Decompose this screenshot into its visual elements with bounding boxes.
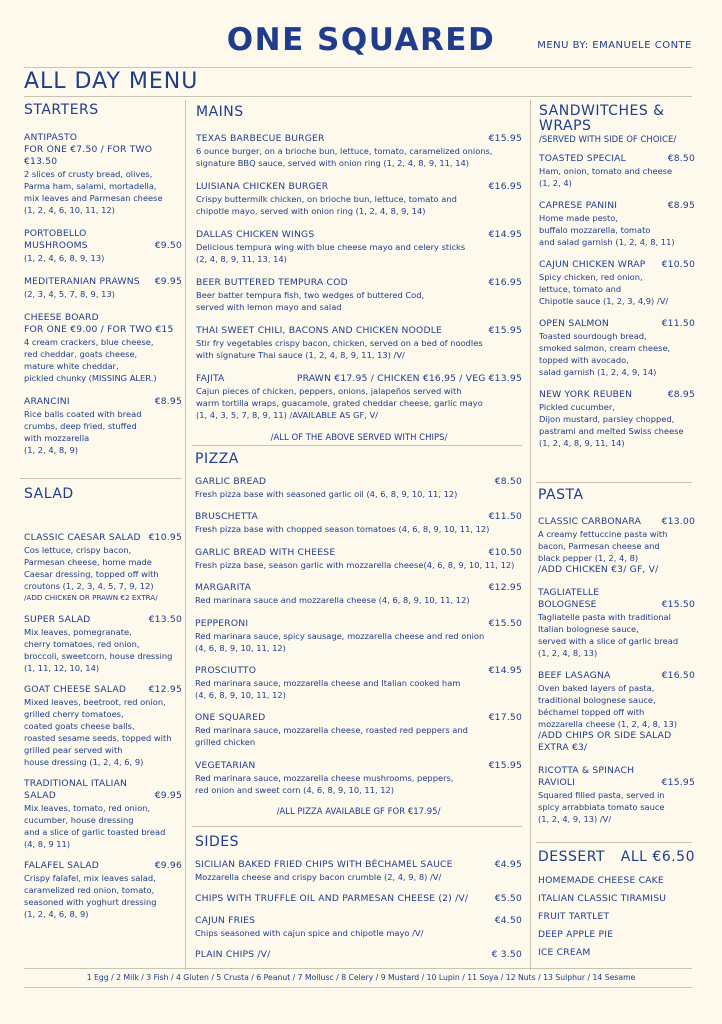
menu-item-description: topped with avocado, <box>539 355 629 365</box>
menu-item-description: bacon, Parmesan cheese and <box>538 541 660 551</box>
menu-item-name: PEPPERONI <box>195 617 249 629</box>
menu-item-description: served with lemon mayo and salad <box>196 302 342 312</box>
menu-item-description: Fresh pizza base, season garlic with mozzarella cheese(4, 6, 8, 9, 10, 11, 12) <box>195 559 515 570</box>
menu-item-price: €16.95 <box>488 277 522 288</box>
menu-item-note: /ADD CHICKEN €3/ GF, V/ <box>538 564 659 575</box>
menu-item <box>538 670 695 754</box>
menu-item-price: € 3.50 <box>491 949 522 960</box>
divider <box>192 826 522 827</box>
menu-item-name: BEEF LASAGNA <box>538 670 611 681</box>
menu-item-description: croutons (1, 2, 3, 4, 5, 7, 9, 12) <box>24 581 154 591</box>
menu-item-description: Dijon mustard, parsley chopped, <box>539 414 675 424</box>
menu-item-name: RICOTTA & SPINACH <box>538 765 635 776</box>
menu-item-name: PLAIN CHIPS /V/ <box>195 949 271 960</box>
menu-item-price: €12.95 <box>148 684 182 695</box>
menu-item-name: CAJUN CHICKEN WRAP <box>539 259 646 270</box>
menu-item-description: Red marinara sauce, mozzarella cheese, roasted red peppers and <box>195 725 468 736</box>
menu-item-price: €9.50 <box>154 240 182 251</box>
menu-item-price: €8.50 <box>494 476 522 487</box>
menu-item-price: €15.50 <box>488 617 522 629</box>
menu-item-description: with signature Thai sauce (1, 2, 4, 8, 9, 11, 13) /V/ <box>196 350 405 360</box>
menu-item-name: NEW YORK REUBEN <box>539 389 633 400</box>
menu-item-description: 2 slices of crusty bread, olives, <box>24 169 153 179</box>
menu-item-description: Pickled cucumber, <box>539 402 615 412</box>
menu-item-description: pastrami and melted Swiss cheese <box>539 426 684 436</box>
menu-item-description: caramelized red onion, tomato, <box>24 885 155 895</box>
menu-item-description: Fresh pizza base with chopped season tomatoes (4, 6, 8, 9, 10, 11, 12) <box>195 524 490 535</box>
menu-item-name: VEGETARIAN <box>195 759 256 771</box>
menu-item-price: €15.95 <box>661 777 695 788</box>
menu-item-price: €16.95 <box>488 181 522 192</box>
divider <box>192 445 522 446</box>
menu-item-description: smoked salmon, cream cheese, <box>539 343 671 353</box>
menu-item-header <box>539 153 695 165</box>
menu-item-description: and salad garnish (1, 2, 4, 8, 11) <box>539 237 675 247</box>
menu-item-description: chipotle mayo, served with onion ring (1, 2, 4, 8, 9, 14) <box>196 206 426 216</box>
menu-item-name: LUISIANA CHICKEN BURGER <box>196 181 329 192</box>
menu-item <box>24 532 182 604</box>
pasta-section <box>538 487 695 836</box>
menu-item-description: pickled chunky (MISSING ALER.) <box>24 373 157 383</box>
menu-item-header <box>539 259 695 271</box>
menu-item-header <box>24 790 182 802</box>
menu-item <box>539 200 695 248</box>
menu-item-header <box>24 532 182 544</box>
menu-item-name: OPEN SALMON <box>539 318 610 329</box>
menu-item <box>24 860 182 920</box>
menu-item-name: CAPRESE PANINI <box>539 200 618 211</box>
menu-item-price: €12.95 <box>488 582 522 594</box>
menu-item-price: €10.95 <box>148 532 182 543</box>
menu-byline: MENU BY: EMANUELE CONTE <box>537 40 692 51</box>
menu-item <box>196 229 522 265</box>
sandwiches-heading-line2: WRAPS <box>539 118 592 134</box>
menu-item-description: (1, 2, 4, 6, 8, 9, 13) <box>24 253 105 263</box>
menu-item-description: lettuce, tomato and <box>539 284 622 294</box>
menu-item-name: TRADITIONAL ITALIAN <box>24 778 128 789</box>
menu-item-description: (1, 2, 4, 8, 9, 11, 14) <box>539 438 625 448</box>
menu-item-description: spicy arrabbiata tomato sauce <box>538 802 665 812</box>
divider <box>24 96 692 97</box>
menu-item-header <box>539 389 695 401</box>
dessert-item: ICE CREAM <box>538 947 591 958</box>
menu-item <box>195 712 522 748</box>
menu-item-description: warm tortilla wraps, guacamole, grated cheddar cheese, garlic mayo <box>196 398 483 408</box>
menu-item-price: €8.95 <box>154 396 182 407</box>
menu-item <box>538 516 695 576</box>
menu-item-header <box>538 599 695 611</box>
menu-item-description: Oven baked layers of pasta, <box>538 683 655 693</box>
menu-item <box>196 181 522 217</box>
divider <box>20 478 182 479</box>
menu-item-header <box>538 587 695 599</box>
salad-heading: SALAD <box>24 486 74 502</box>
menu-item-price: €8.95 <box>667 389 695 400</box>
menu-item-description: (1, 4, 3, 5, 7, 8, 9, 11) /AVAILABLE AS GF, V/ <box>196 410 378 420</box>
menu-item-header <box>538 670 695 682</box>
dessert-item: FRUIT TARTLET <box>538 911 610 922</box>
menu-item-description: (1, 2, 4, 6, 10, 11, 12) <box>24 205 115 215</box>
menu-item-description: traditional bolognese sauce, <box>538 695 656 705</box>
menu-item-description: black pepper (1, 2, 4, 8) <box>538 553 639 563</box>
menu-item-description: (1, 2, 4, 8, 9) <box>24 445 78 455</box>
menu-item-name: FAJITA <box>196 373 225 384</box>
menu-item-price: €8.95 <box>667 200 695 211</box>
dessert-item: HOMEMADE CHEESE CAKE <box>538 875 664 886</box>
menu-item-description: Italian bolognese sauce, <box>538 624 639 634</box>
menu-item-description: (1, 11, 12, 10, 14) <box>24 663 100 673</box>
menu-item-description: Cos lettuce, crispy bacon, <box>24 545 132 555</box>
menu-item-name: DALLAS CHICKEN WINGS <box>196 229 315 240</box>
menu-item-header <box>196 181 522 193</box>
menu-item-header <box>24 778 182 790</box>
menu-item-header <box>24 614 182 626</box>
menu-item <box>195 618 522 654</box>
dessert-header <box>538 849 695 865</box>
pizza-footer: /ALL PIZZA AVAILABLE GF FOR €17.95/ <box>276 807 441 818</box>
divider <box>536 482 692 483</box>
menu-item-price: €15.50 <box>661 599 695 610</box>
menu-item-name: CAJUN FRIES <box>195 915 256 926</box>
menu-item-description: (1, 2, 4, 9, 13) /V/ <box>538 814 612 824</box>
menu-item-price: €17.50 <box>488 712 522 724</box>
menu-item-description: Chipotle sauce (1, 2, 3, 4,9) /V/ <box>539 296 669 306</box>
menu-item-description: signature BBQ sauce, served with onion ring (1, 2, 4, 8, 9, 11, 14) <box>196 158 469 168</box>
dessert-item: ITALIAN CLASSIC TIRAMISU <box>538 893 667 904</box>
menu-item-description: crumbs, deep fried, stuffed <box>24 421 137 431</box>
menu-item-description: house dressing (1, 2, 4, 6, 9) <box>24 757 144 767</box>
menu-item-header <box>195 511 522 523</box>
menu-item-description: (4, 8, 9 11) <box>24 839 71 849</box>
menu-item-header <box>195 760 522 772</box>
menu-item-description: mozzarella cheese (1, 2, 4, 8, 13) <box>538 719 677 729</box>
menu-item-header <box>195 547 522 559</box>
menu-item-price: €11.50 <box>661 318 695 329</box>
menu-item-price: €14.95 <box>488 664 522 676</box>
menu-item-description: Red marinara sauce, mozzarella cheese and Italian cooked ham <box>195 677 461 688</box>
menu-item-description: Mixed leaves, beetroot, red onion, <box>24 697 166 707</box>
menu-item-name: MEDITERANIAN PRAWNS <box>24 276 140 287</box>
menu-item-description: Ham, onion, tomato and cheese <box>539 166 673 176</box>
menu-item-name: PROSCIUTTO <box>195 664 257 676</box>
menu-item-note: EXTRA €3/ <box>538 742 588 753</box>
menu-item <box>539 318 695 378</box>
menu-item-description: Red marinara sauce and mozzarella cheese (4, 6, 8, 9, 10, 11, 12) <box>195 595 470 606</box>
menu-item-header <box>195 915 522 927</box>
menu-item-price: €9.96 <box>154 860 182 871</box>
menu-item <box>195 893 522 905</box>
menu-item-name-line2: SALAD <box>24 790 56 801</box>
menu-item <box>24 312 182 384</box>
salad-section <box>24 486 182 930</box>
menu-item-description: Crispy falafel, mix leaves salad, <box>24 873 156 883</box>
menu-item-price: €10.50 <box>661 259 695 270</box>
menu-item-description: Delicious tempura wing with blue cheese mayo and celery sticks <box>196 242 466 252</box>
menu-item-header <box>195 476 522 488</box>
menu-item-header <box>195 893 522 905</box>
menu-item <box>196 373 522 421</box>
menu-item-price: €10.50 <box>488 546 522 558</box>
menu-item-name: ONE SQUARED <box>195 712 266 724</box>
menu-title: ONE SQUARED <box>226 22 496 58</box>
column-divider <box>530 100 531 970</box>
menu-item-price: €5.50 <box>494 893 522 904</box>
menu-item-header <box>24 132 182 144</box>
divider <box>24 987 692 988</box>
menu-item-description: mix leaves and Parmesan cheese <box>24 193 163 203</box>
menu-item-description: grilled cherry tomatoes, <box>24 709 124 719</box>
menu-item-name: GOAT CHEESE SALAD <box>24 684 127 695</box>
menu-item-name: MARGARITA <box>195 582 252 594</box>
menu-item-description: and a slice of garlic toasted bread <box>24 827 166 837</box>
menu-item-description: Rice balls coated with bread <box>24 409 142 419</box>
menu-item-name: CHEESE BOARD <box>24 312 99 323</box>
menu-item-name: CLASSIC CARBONARA <box>538 516 642 527</box>
menu-item <box>195 760 522 796</box>
menu-item-header <box>196 373 522 385</box>
menu-item <box>195 582 522 606</box>
menu-item-price: €9.95 <box>154 790 182 801</box>
menu-item-description: Red marinara sauce, spicy sausage, mozzarella cheese and red onion <box>195 630 485 641</box>
mains-footer: /ALL OF THE ABOVE SERVED WITH CHIPS/ <box>270 433 448 443</box>
mains-section <box>196 104 522 443</box>
divider <box>536 842 692 843</box>
menu-item-note: /ADD CHIPS OR SIDE SALAD <box>538 730 672 741</box>
pasta-heading: PASTA <box>538 487 584 503</box>
menu-item-header <box>539 318 695 330</box>
menu-item <box>24 276 182 300</box>
menu-item-description: Squared filled pasta, served in <box>538 790 665 800</box>
menu-item-name: CLASSIC CAESAR SALAD <box>24 532 141 543</box>
menu-item-description: red onion and sweet corn (4, 6, 8, 9, 10, 11, 12) <box>195 784 395 795</box>
menu-item-header <box>24 396 182 408</box>
sandwiches-section <box>539 104 695 460</box>
menu-item-description: cherry tomatoes, red onion, <box>24 639 140 649</box>
menu-item <box>24 228 182 264</box>
menu-item-price: €15.95 <box>488 759 522 771</box>
menu-item-description: Home made pesto, <box>539 213 618 223</box>
menu-item-header <box>24 860 182 872</box>
menu-item-name: GARLIC BREAD <box>195 476 267 487</box>
menu-item-description: Fresh pizza base with seasoned garlic oil (4, 6, 8, 9, 10, 11, 12) <box>195 489 458 499</box>
menu-item-description: red cheddar, goats cheese, <box>24 349 138 359</box>
menu-item-description: Spicy chicken, red onion, <box>539 272 643 282</box>
sides-heading: SIDES <box>195 834 240 850</box>
menu-item-header <box>24 240 182 252</box>
menu-item-description: A creamy fettuccine pasta with <box>538 529 668 539</box>
menu-item-description: coated goats cheese balls, <box>24 721 135 731</box>
menu-item-description: (1, 2, 4) <box>539 178 572 188</box>
menu-item-description: Tagliatelle pasta with traditional <box>538 612 671 622</box>
menu-item-description: (4, 6, 8, 9, 10, 11, 12) <box>195 642 286 653</box>
menu-item-price: €11.50 <box>488 511 522 523</box>
menu-item-description: with mozzarella <box>24 433 90 443</box>
menu-item-description: (2, 3, 4, 5, 7, 8, 9, 13) <box>24 289 115 299</box>
menu-item-header <box>539 200 695 212</box>
sandwiches-heading: SANDWITCHES & <box>539 103 665 119</box>
menu-item-header <box>195 618 522 630</box>
menu-item-price: €13.50 <box>148 614 182 625</box>
menu-item-name: SUPER SALAD <box>24 614 91 625</box>
menu-item-description: Red marinara sauce, mozzarella cheese mushrooms, peppers, <box>195 772 454 783</box>
menu-item <box>195 547 522 571</box>
menu-item <box>195 665 522 701</box>
menu-item-description: (2, 4, 8, 9, 11, 13, 14) <box>196 254 287 264</box>
menu-item-header <box>196 229 522 241</box>
menu-item-description: Mozzarella cheese and crispy bacon crumble (2, 4, 9, 8) /V/ <box>195 872 442 882</box>
menu-item-description: grilled chicken <box>195 737 256 748</box>
menu-item-note: /ADD CHICKEN OR PRAWN €2 EXTRA/ <box>24 593 158 602</box>
menu-item-name: BEER BUTTERED TEMPURA COD <box>196 277 348 288</box>
menu-item-header <box>538 516 695 528</box>
menu-item-description: broccoli, sweetcorn, house dressing <box>24 651 173 661</box>
menu-item-header <box>24 276 182 288</box>
menu-item <box>196 277 522 313</box>
pizza-heading: PIZZA <box>195 451 239 467</box>
menu-item-name: ANTIPASTO <box>24 132 78 143</box>
menu-item-description: 4 cream crackers, blue cheese, <box>24 337 154 347</box>
mains-heading: MAINS <box>196 104 244 120</box>
menu-item-name: TAGLIATELLE <box>538 587 600 598</box>
menu-item-name: TOASTED SPECIAL <box>539 153 626 164</box>
menu-item-description: Crispy buttermilk chicken, on brioche bun, lettuce, tomato and <box>196 194 457 204</box>
menu-item-description: Beer batter tempura fish, two wedges of buttered Cod, <box>196 290 425 300</box>
menu-item-name: PORTOBELLO <box>24 228 87 239</box>
menu-item-description: Mix leaves, pomegranate, <box>24 627 132 637</box>
menu-item <box>538 587 695 659</box>
menu-item-description: Caesar dressing, topped off with <box>24 569 159 579</box>
menu-item-description: Toasted sourdough bread, <box>539 331 647 341</box>
menu-item-header <box>24 228 182 240</box>
menu-item-price: €4.50 <box>494 915 522 926</box>
divider <box>24 67 692 68</box>
menu-item-price-line: FOR ONE €7.50 / FOR TWO €13.50 <box>24 144 153 167</box>
menu-item-price: €14.95 <box>488 229 522 240</box>
menu-item-description: Stir fry vegetables crispy bacon, chicken, served on a bed of noodles <box>196 338 483 348</box>
menu-item-name-line2: BOLOGNESE <box>538 599 597 610</box>
menu-item-name: CHIPS WITH TRUFFLE OIL AND PARMESAN CHEESE (2) /V/ <box>195 893 469 904</box>
menu-item-name-line2: RAVIOLI <box>538 777 576 788</box>
pizza-section <box>195 451 522 817</box>
menu-item-name: BRUSCHETTA <box>195 511 259 523</box>
menu-item-name: SICILIAN BAKED FRIED CHIPS WITH BÉCHAMEL SAUCE <box>195 859 453 870</box>
dessert-price: ALL €6.50 <box>620 849 695 865</box>
column-divider <box>185 100 186 970</box>
menu-item <box>24 778 182 850</box>
menu-item <box>539 389 695 449</box>
menu-item-description: cucumber, house dressing <box>24 815 134 825</box>
menu-item-description: Chips seasoned with cajun spice and chipotle mayo /V/ <box>195 928 424 938</box>
dessert-section <box>538 849 695 965</box>
menu-item <box>195 949 522 961</box>
starters-heading: STARTERS <box>24 102 99 118</box>
menu-item-header <box>196 133 522 145</box>
menu-item-description: served with a slice of garlic bread <box>538 636 679 646</box>
menu-item-price: €8.50 <box>667 153 695 164</box>
menu-item-header <box>538 765 695 777</box>
sides-section <box>195 834 522 971</box>
menu-item <box>195 859 522 883</box>
menu-item-description: (4, 6, 8, 9, 10, 11, 12) <box>195 689 286 700</box>
menu-item-description: 6 ounce burger, on a brioche bun, lettuce, tomato, caramelized onions, <box>196 146 493 156</box>
menu-item-description: Mix leaves, tomato, red onion, <box>24 803 151 813</box>
menu-item-price: €15.95 <box>488 133 522 144</box>
menu-item-description: salad garnish (1, 2, 4, 9, 14) <box>539 367 657 377</box>
menu-item <box>538 765 695 825</box>
menu-item-description: seasoned with yoghurt dressing <box>24 897 157 907</box>
menu-item-description: béchamel topped off with <box>538 707 645 717</box>
starters-section <box>24 102 182 468</box>
menu-item-description: (1, 2, 4, 6, 8, 9) <box>24 909 89 919</box>
menu-item-price: €4.95 <box>494 859 522 870</box>
menu-item <box>24 684 182 768</box>
menu-item <box>539 259 695 307</box>
menu-item-header <box>196 277 522 289</box>
menu-item-name: THAI SWEET CHILI, BACONS AND CHICKEN NOODLE <box>196 325 443 336</box>
menu-item-header <box>195 582 522 594</box>
menu-item-header <box>195 712 522 724</box>
menu-item-price: €16.50 <box>661 670 695 681</box>
menu-item <box>24 396 182 456</box>
menu-item-description: Parmesan cheese, home made <box>24 557 152 567</box>
menu-item-header <box>538 777 695 789</box>
menu-item-name-line2: MUSHROOMS <box>24 240 88 251</box>
menu-item <box>196 325 522 361</box>
menu-item-description: (1, 2, 4, 8, 13) <box>538 648 598 658</box>
menu-item-name: FALAFEL SALAD <box>24 860 100 871</box>
menu-item-name: ARANCINI <box>24 396 70 407</box>
menu-item <box>24 132 182 216</box>
menu-subtitle: ALL DAY MENU <box>24 69 199 94</box>
menu-item-header <box>195 949 522 961</box>
menu-item <box>24 614 182 674</box>
menu-item <box>539 153 695 189</box>
menu-item-header <box>195 665 522 677</box>
menu-item-description: roasted sesame seeds, topped with <box>24 733 172 743</box>
menu-item-description: Parma ham, salami, mortadella, <box>24 181 157 191</box>
allergen-legend: 1 Egg / 2 Milk / 3 Fish / 4 Gluten / 5 Crusta / 6 Peanut / 7 Mollusc / 8 Celery / 9 Mustard / 10 Lupin / 11 Soya / 12 Nuts / 13 Sulphur / 14 Sesame <box>86 973 636 982</box>
menu-item-price: €13.00 <box>661 516 695 527</box>
dessert-item: DEEP APPLE PIE <box>538 929 614 940</box>
menu-item-header <box>24 684 182 696</box>
menu-item-price: €15.95 <box>488 325 522 336</box>
menu-item <box>195 915 522 939</box>
menu-item-description: Cajun pieces of chicken, peppers, onions, jalapeños served with <box>196 386 462 396</box>
menu-item-header <box>196 325 522 337</box>
menu-item-header <box>195 859 522 871</box>
menu-item-description: grilled pear served with <box>24 745 123 755</box>
menu-item-price: €9.95 <box>154 276 182 287</box>
menu-item <box>195 476 522 500</box>
menu-item <box>195 511 522 535</box>
menu-item-header <box>24 312 182 324</box>
sandwiches-subheading: /SERVED WITH SIDE OF CHOICE/ <box>539 135 677 145</box>
menu-item-name: GARLIC BREAD WITH CHEESE <box>195 546 336 558</box>
divider <box>24 968 692 969</box>
menu-item-name: TEXAS BARBECUE BURGER <box>196 133 325 144</box>
menu-item-description: buffalo mozzarella, tomato <box>539 225 651 235</box>
dessert-heading: DESSERT <box>538 849 606 865</box>
menu-item <box>196 133 522 169</box>
menu-item-price-line: FOR ONE €9.00 / FOR TWO €15 <box>24 324 174 335</box>
menu-item-description: mature white cheddar, <box>24 361 119 371</box>
menu-item-price: PRAWN €17.95 / CHICKEN €16.95 / VEG €13.95 <box>296 373 522 384</box>
